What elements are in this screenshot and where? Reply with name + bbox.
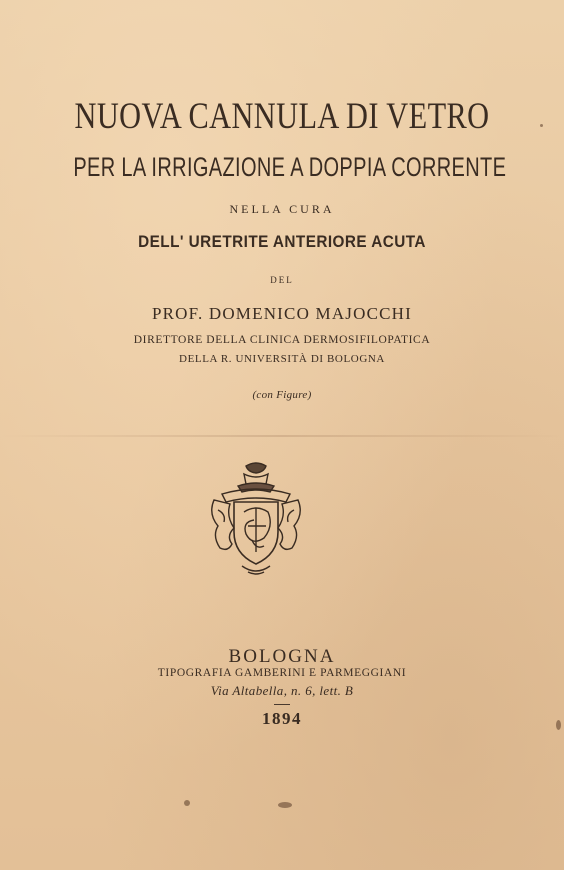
imprint-city: BOLOGNA [228, 646, 336, 667]
author-role-line-2: DELLA R. UNIVERSITÀ DI BOLOGNA [179, 353, 385, 365]
publication-year: 1894 [262, 709, 302, 728]
paper-spot [184, 800, 190, 806]
book-title: NUOVA CANNULA DI VETRO [74, 96, 490, 137]
divider [274, 704, 290, 705]
paper-spot [556, 720, 561, 730]
fold-line [0, 435, 564, 437]
paper-spot [278, 802, 292, 808]
author-name: PROF. DOMENICO MAJOCCHI [151, 304, 413, 323]
nella-cura-text: NELLA CURA [229, 202, 335, 216]
book-subtitle: PER LA IRRIGAZIONE A DOPPIA CORRENTE [73, 152, 507, 182]
author-role-line-1: DIRETTORE DELLA CLINICA DERMOSIFILOPATICA [133, 334, 431, 346]
printer-emblem-icon [208, 460, 304, 580]
imprint-printer: TIPOGRAFIA GAMBERINI E PARMEGGIANI [157, 667, 407, 679]
imprint-address: Via Altabella, n. 6, lett. B [210, 683, 354, 698]
del-text: DEL [270, 275, 294, 285]
condition-title: DELL' URETRITE ANTERIORE ACUTA [138, 232, 426, 251]
figures-note: (con Figure) [252, 389, 312, 401]
paper-spot [540, 124, 543, 127]
